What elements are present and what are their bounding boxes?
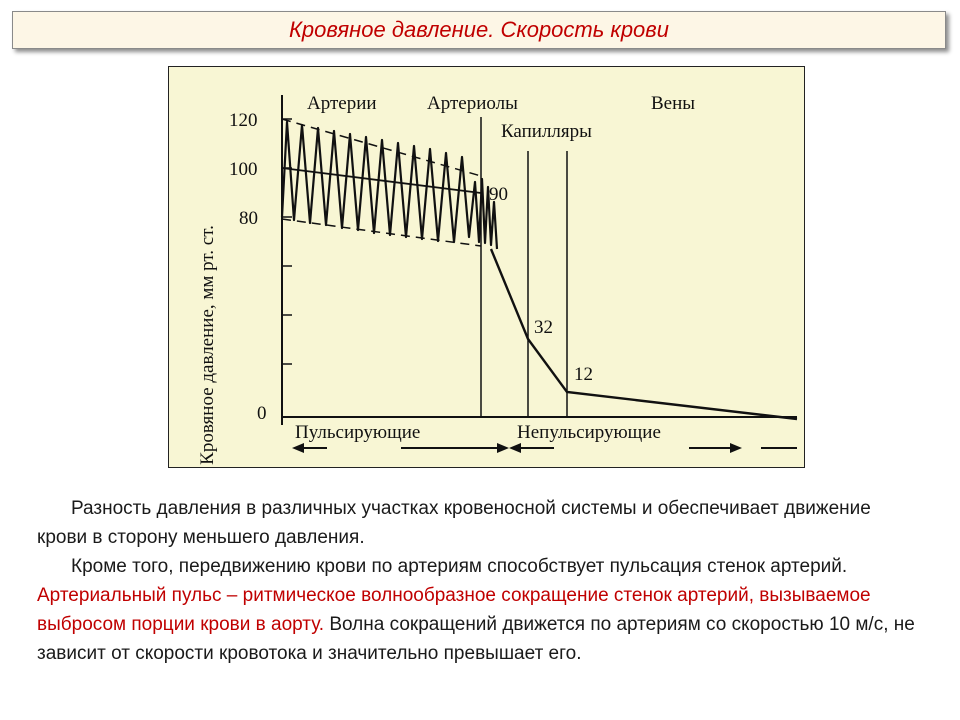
label-nonpulsing: Непульсирующие bbox=[517, 422, 661, 443]
label-veins: Вены bbox=[651, 93, 696, 114]
blood-pressure-figure bbox=[168, 66, 805, 468]
pulse-definition: Артериальный пульс – ритмическое волнообразное сокращение стенок артерий, вызываемое выбросом порции крови в аорту. bbox=[37, 585, 871, 635]
ytick-0: 0 bbox=[257, 403, 267, 424]
paragraph-2-end: Волна сокращений движется по артериям со скоростью 10 м/с, не зависит от скорости кровотока и значительно превышает его. bbox=[37, 614, 915, 664]
pulsing-arrow bbox=[292, 443, 509, 453]
ytick-80: 80 bbox=[239, 208, 258, 229]
pulse-wave bbox=[282, 122, 497, 249]
label-pulsing: Пульсирующие bbox=[295, 422, 421, 443]
value-90: 90 bbox=[489, 184, 508, 205]
label-capillaries: Капилляры bbox=[501, 121, 592, 142]
slide-title: Кровяное давление. Скорость крови bbox=[288, 17, 670, 42]
value-12: 12 bbox=[574, 364, 593, 385]
diastolic-envelope bbox=[282, 219, 481, 246]
body-text bbox=[37, 494, 917, 668]
label-arterioles: Артериолы bbox=[427, 93, 518, 114]
paragraph-2 bbox=[37, 552, 917, 668]
ytick-100: 100 bbox=[229, 159, 258, 180]
y-axis-label: Кровяное давление, мм рт. ст. bbox=[197, 225, 218, 465]
nonpulsing-arrow bbox=[509, 443, 797, 453]
value-32: 32 bbox=[534, 317, 553, 338]
title-bar bbox=[12, 11, 946, 49]
paragraph-2-intro: Кроме того, передвижению крови по артериям способствует пульсация стенок артерий. bbox=[71, 556, 848, 577]
paragraph-1: Разность давления в различных участках кровеносной системы и обеспечивает движение крови в сторону меньшего давления. bbox=[37, 498, 871, 548]
ytick-120: 120 bbox=[229, 110, 258, 131]
label-arteries: Артерии bbox=[307, 93, 377, 114]
blood-pressure-chart bbox=[169, 67, 804, 467]
